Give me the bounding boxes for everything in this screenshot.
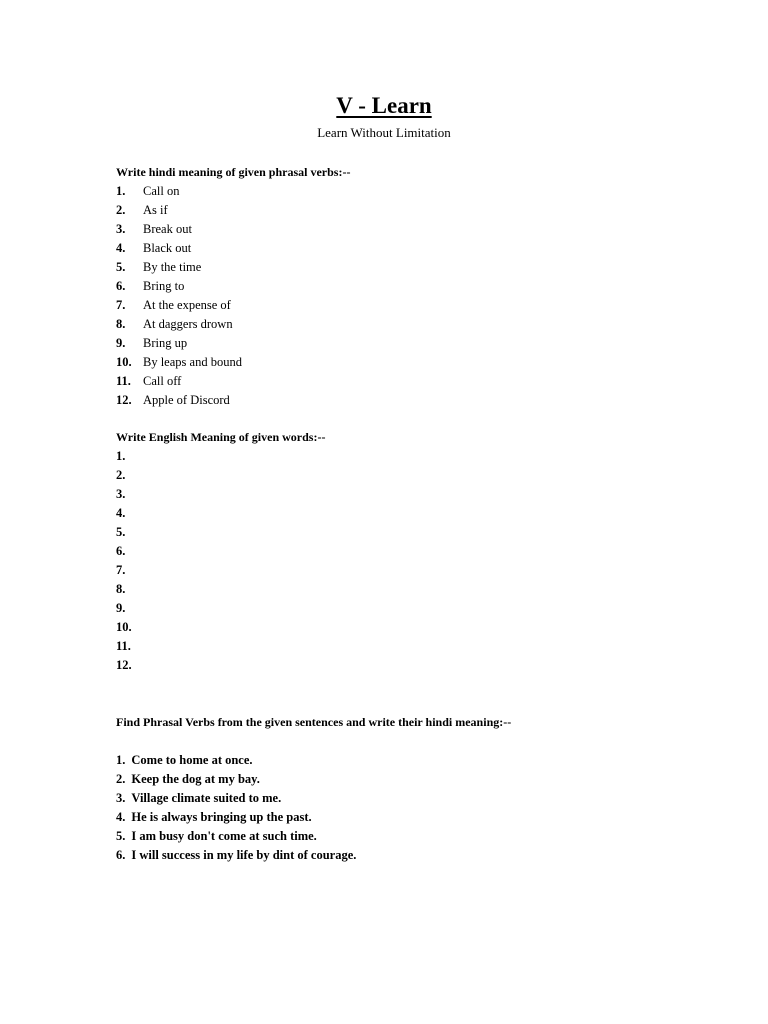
item-number: 3. [116, 222, 126, 236]
item-number: 8. [116, 582, 126, 596]
list-item [116, 656, 143, 675]
item-number: 5. [116, 525, 126, 539]
item-text: Bring up [143, 336, 188, 350]
list-item [116, 447, 143, 466]
item-text: I am busy don't come at such time. [131, 829, 317, 843]
list-item [116, 637, 143, 656]
list-item [116, 372, 242, 391]
item-number: 2. [116, 203, 126, 217]
list-item [116, 277, 242, 296]
item-text: Call on [143, 184, 180, 198]
item-number: 11. [116, 374, 131, 388]
item-text: At the expense of [143, 298, 231, 312]
item-number: 10. [116, 355, 132, 369]
list-item [116, 542, 143, 561]
item-number: 7. [116, 298, 126, 312]
item-number: 3. [116, 791, 126, 805]
item-text: Come to home at once. [131, 753, 253, 767]
item-number: 9. [116, 601, 126, 615]
section2-heading: Write English Meaning of given words:-- [116, 430, 326, 444]
item-number: 12. [116, 393, 132, 407]
item-number: 11. [116, 639, 131, 653]
item-number: 6. [116, 544, 126, 558]
item-number: 6. [116, 279, 126, 293]
document-subtitle: Learn Without Limitation [317, 125, 451, 140]
item-number: 4. [116, 810, 126, 824]
item-number: 2. [116, 772, 126, 786]
list-item [116, 789, 356, 808]
item-number: 2. [116, 468, 126, 482]
item-text: By the time [143, 260, 202, 274]
item-number: 3. [116, 487, 126, 501]
list-item [116, 618, 143, 637]
item-text: Keep the dog at my bay. [131, 772, 260, 786]
list-item [116, 391, 242, 410]
item-number: 5. [116, 260, 126, 274]
english-meaning-list [116, 447, 143, 675]
item-number: 1. [116, 753, 126, 767]
item-number: 1. [116, 449, 126, 463]
item-number: 9. [116, 336, 126, 350]
list-item [116, 580, 143, 599]
item-text: Call off [143, 374, 182, 388]
section1-heading: Write hindi meaning of given phrasal verbs:-- [116, 165, 351, 179]
list-item [116, 258, 242, 277]
list-item [116, 504, 143, 523]
item-text: By leaps and bound [143, 355, 242, 369]
list-item [116, 827, 356, 846]
sentences-list [116, 751, 356, 865]
list-item [116, 561, 143, 580]
item-number: 5. [116, 829, 126, 843]
item-number: 12. [116, 658, 132, 672]
list-item [116, 770, 356, 789]
item-number: 4. [116, 241, 126, 255]
list-item [116, 599, 143, 618]
section3-heading: Find Phrasal Verbs from the given sentences and write their hindi meaning:-- [116, 715, 512, 729]
list-item [116, 485, 143, 504]
list-item [116, 808, 356, 827]
item-text: Apple of Discord [143, 393, 230, 407]
list-item [116, 353, 242, 372]
list-item [116, 523, 143, 542]
list-item [116, 846, 356, 865]
item-number: 1. [116, 184, 126, 198]
list-item [116, 466, 143, 485]
list-item [116, 220, 242, 239]
item-text: At daggers drown [143, 317, 233, 331]
item-number: 7. [116, 563, 126, 577]
item-text: Black out [143, 241, 192, 255]
list-item [116, 239, 242, 258]
list-item [116, 315, 242, 334]
list-item [116, 296, 242, 315]
item-number: 10. [116, 620, 132, 634]
item-text: Bring to [143, 279, 185, 293]
list-item [116, 334, 242, 353]
item-text: Village climate suited to me. [131, 791, 282, 805]
list-item [116, 182, 242, 201]
item-number: 8. [116, 317, 126, 331]
item-text: Break out [143, 222, 192, 236]
phrasal-verbs-list [116, 182, 242, 410]
list-item [116, 751, 356, 770]
list-item [116, 201, 242, 220]
item-text: He is always bringing up the past. [131, 810, 312, 824]
document-title: V - Learn [336, 93, 432, 118]
item-number: 4. [116, 506, 126, 520]
item-text: As if [143, 203, 168, 217]
item-number: 6. [116, 848, 126, 862]
item-text: I will success in my life by dint of courage. [131, 848, 357, 862]
